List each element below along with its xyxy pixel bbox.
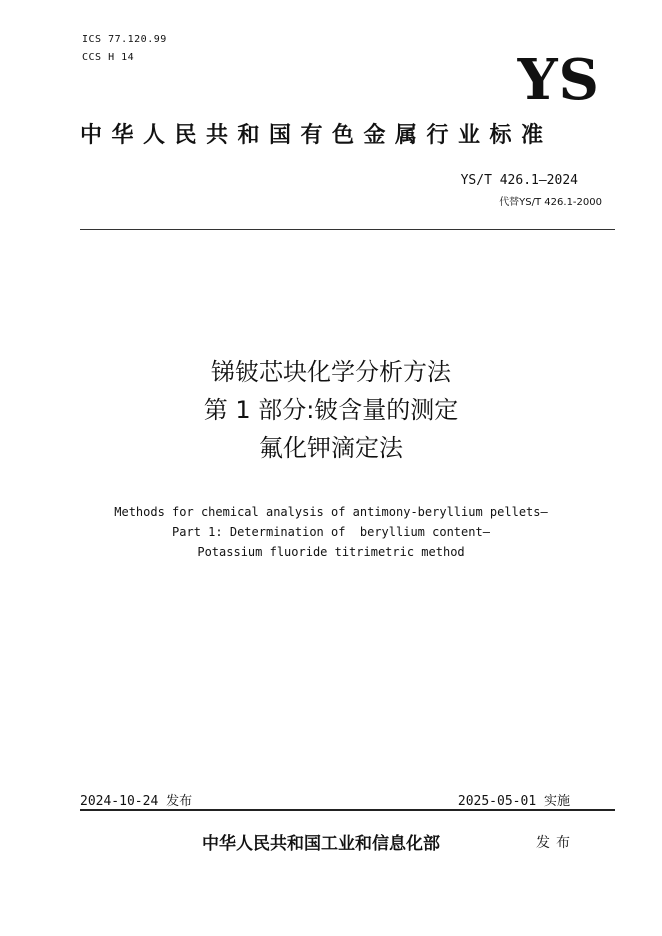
title-line-3: 氟化钾滴定法 xyxy=(259,434,403,462)
ys-logo: YS xyxy=(517,47,600,113)
ccs-code: CCS H 14 xyxy=(82,52,135,63)
publish-label: 发布 xyxy=(536,835,576,851)
ics-code: ICS 77.120.99 xyxy=(82,34,167,45)
title-line-1: 锑铍芯块化学分析方法 xyxy=(211,358,451,386)
implementation-date-block xyxy=(458,790,570,809)
issue-date: 2024-10-24 xyxy=(80,794,159,809)
implementation-label: 实施 xyxy=(543,794,570,809)
english-title xyxy=(0,502,662,562)
standard-organization: 中华人民共和国有色金属行业标准 xyxy=(80,123,553,148)
english-title-line-1: Methods for chemical analysis of antimony-beryllium pellets— xyxy=(114,505,548,519)
top-divider xyxy=(80,229,615,230)
replaces-standard: 代替YS/T 426.1-2000 xyxy=(499,197,602,208)
english-title-line-3: Potassium fluoride titrimetric method xyxy=(197,545,465,559)
english-title-line-2: Part 1: Determination of beryllium content— xyxy=(172,525,490,539)
chinese-title xyxy=(0,353,662,467)
bottom-divider xyxy=(80,809,615,811)
issue-date-block xyxy=(80,790,192,809)
issue-label: 发布 xyxy=(166,794,193,809)
title-line-2: 第 1 部分:铍含量的测定 xyxy=(203,396,459,424)
standard-number: YS/T 426.1—2024 xyxy=(460,173,578,188)
publisher: 中华人民共和国工业和信息化部 xyxy=(202,834,440,854)
implementation-date: 2025-05-01 xyxy=(457,794,537,809)
